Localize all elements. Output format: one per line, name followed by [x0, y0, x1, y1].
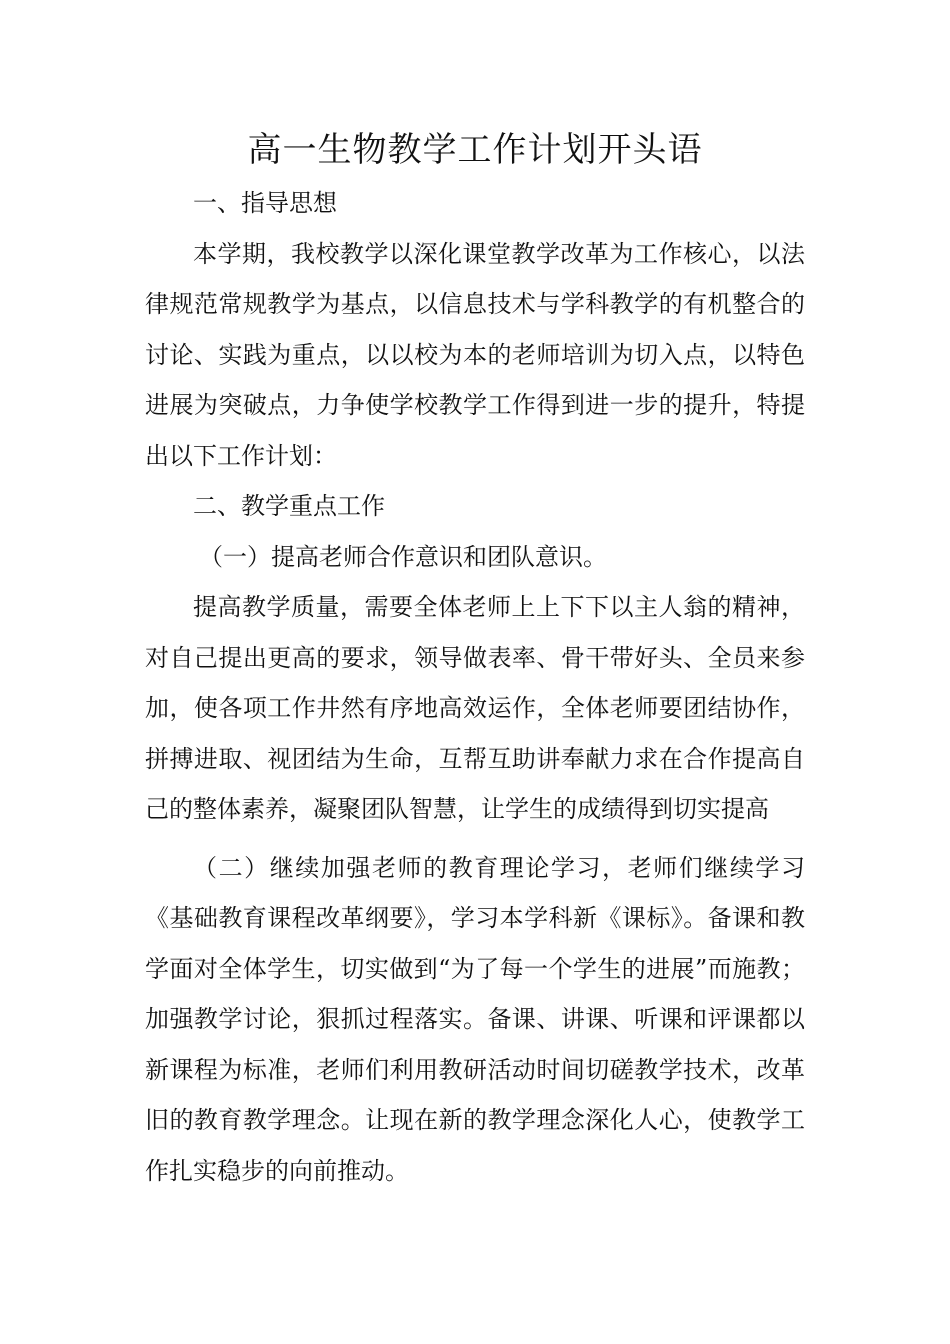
document-page	[145, 128, 805, 1196]
paragraph-guiding-ideology: 本学期，我校教学以深化课堂教学改革为工作核心，以法律规范常规教学为基点，以信息技术与学科教学的有机整合的讨论、实践为重点，以以校为本的老师培训为切入点，以特色进展为突破点，力争使学校教学工作得到进一步的提升，特提出以下工作计划：	[145, 239, 805, 470]
paragraph-teamwork: 提高教学质量，需要全体老师上上下下以主人翁的精神，对自己提出更高的要求，领导做表率、骨干带好头、全员来参加，使各项工作井然有序地高效运作，全体老师要团结协作，拼搏进取、视团结为生命，互帮互助讲奉献力求在合作提高自己的整体素养，凝聚团队智慧，让学生的成绩得到切实提高	[145, 593, 805, 823]
paragraph-theory-study: （二）继续加强老师的教育理论学习，老师们继续学习《基础教育课程改革纲要》，学习本学科新《课标》。备课和教学面对全体学生，切实做到“为了每一个学生的进展”而施教；加强教学讨论，狠抓过程落实。备课、讲课、听课和评课都以新课程为标准，老师们利用教研活动时间切磋教学技术，改革旧的教育教学理念。让现在新的教学理念深化人心，使教学工作扎实稳步的向前推动。	[145, 853, 805, 1185]
document-title: 高一生物教学工作计划开头语	[247, 130, 703, 170]
paragraph-gap	[145, 835, 805, 843]
section-heading-key-work: 二、教学重点工作	[193, 492, 385, 520]
section-heading-guiding-ideology: 一、指导思想	[193, 189, 337, 217]
subsection-heading-teamwork: （一）提高老师合作意识和团队意识。	[199, 542, 607, 571]
